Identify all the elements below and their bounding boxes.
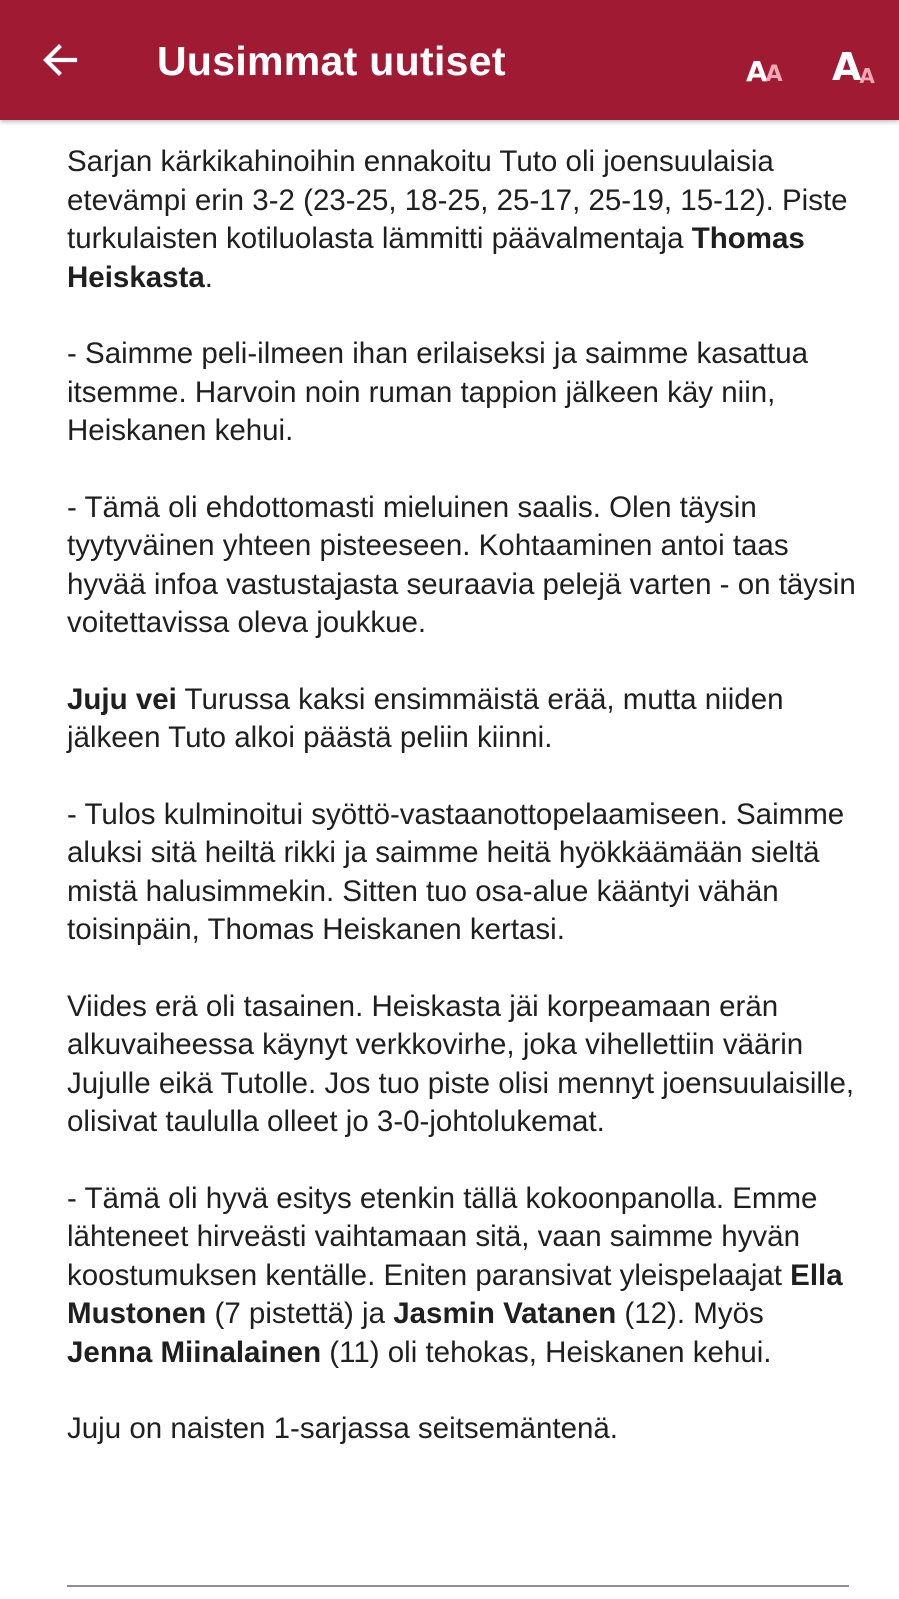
app-bar bbox=[0, 0, 899, 120]
person-name: Jenna Miinalainen bbox=[67, 1335, 322, 1369]
person-name: Jasmin Vatanen bbox=[393, 1297, 617, 1330]
article-paragraph: - Tulos kulminoitui syöttö-vastaanottopelaamiseen. Saimme aluksi sitä heiltä rikki ja saimme heitä hyökkäämään sieltä mistä halusimmekin. Sitten tuo osa-alue kääntyi vähän toisinpäin, Thomas Heiskanen kertasi. bbox=[67, 797, 845, 946]
page-title: Uusimmat uutiset bbox=[157, 38, 506, 84]
team-name: Juju vei bbox=[67, 682, 177, 716]
increase-font-button[interactable] bbox=[832, 42, 875, 89]
divider bbox=[67, 1585, 849, 1587]
font-icon-letter-small: A bbox=[859, 64, 875, 88]
article-paragraph: Juju vei Turussa kaksi ensimmäistä erää, mutta niiden jälkeen Tuto alkoi päästä peliin kiinni. bbox=[67, 682, 784, 754]
back-button[interactable] bbox=[36, 37, 82, 83]
arrow-left-icon bbox=[39, 40, 79, 80]
article-paragraph: Juju on naisten 1-sarjassa seitsemäntenä. bbox=[67, 1412, 618, 1445]
article-body bbox=[67, 143, 857, 1487]
article-paragraph: - Tämä oli hyvä esitys etenkin tällä kokoonpanolla. Emme lähteneet hirveästi vaihtamaan sitä, vaan saimme hyvän koostumuksen kentälle. Eniten paransivat yleispelaajat Ella Mustonen (7 pistettä) ja Jasmin Vatanen (12). Myös Jenna Miinalainen (11) oli tehokas, Heiskanen kehui. bbox=[67, 1181, 843, 1369]
person-name: Thomas Heiskasta bbox=[67, 222, 805, 294]
article-paragraph: Sarjan kärkikahinoihin ennakoitu Tuto oli joensuulaisia etevämpi erin 3-2 (23-25, 18-25, 25-17, 25-19, 15-12). Piste turkulaisten kotiluolasta lämmitti päävalmentaja Thomas Heiskasta. bbox=[67, 145, 848, 294]
person-name: Ella Mustonen bbox=[67, 1258, 843, 1330]
font-icon-letter: A bbox=[746, 55, 768, 88]
decrease-font-button[interactable] bbox=[746, 42, 783, 86]
article-paragraph: Viides erä oli tasainen. Heiskasta jäi korpeamaan erän alkuvaiheessa käynyt verkkovirhe, joka vihellettiin väärin Jujulle eikä Tutolle. Jos tuo piste olisi mennyt joensuulaisille, olisivat taululla olleet jo 3-0-johtolukemat. bbox=[67, 989, 855, 1138]
font-icon-letter-small: A bbox=[765, 62, 783, 87]
article-paragraph: - Saimme peli-ilmeen ihan erilaiseksi ja saimme kasattua itsemme. Harvoin noin ruman tappion jälkeen käy niin, Heiskanen kehui. bbox=[67, 337, 809, 447]
font-icon-letter: A bbox=[832, 45, 862, 89]
article-paragraph: - Tämä oli ehdottomasti mieluinen saalis. Olen täysin tyytyväinen yhteen pisteeseen. Kohtaaminen antoi taas hyvää infoa vastustajasta seuraavia pelejä varten - on täysin voitettavissa oleva joukkue. bbox=[67, 490, 856, 639]
